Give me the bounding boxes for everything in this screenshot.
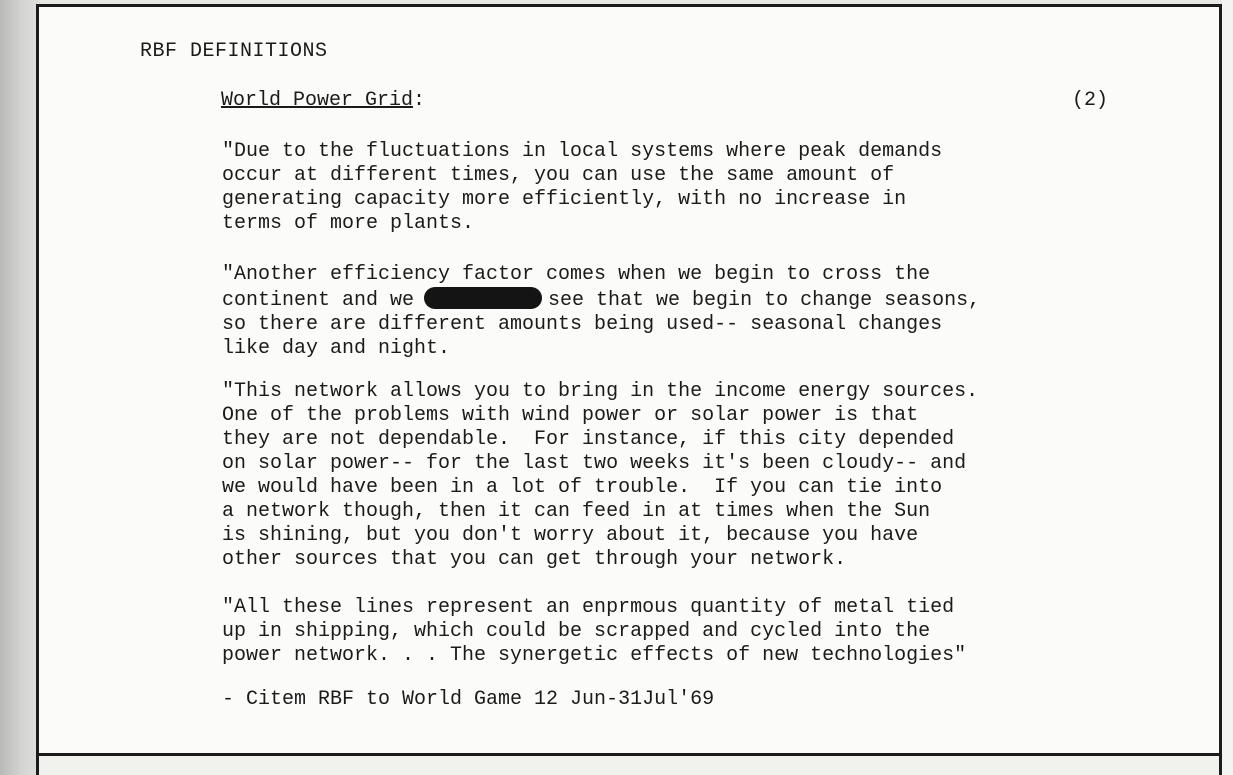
text-line: so there are different amounts being used-- seasonal changes — [222, 313, 943, 336]
scan-shadow — [0, 0, 40, 775]
section-title-text: World Power Grid — [221, 89, 414, 112]
text-line: a network though, then it can feed in at times when the Sun — [222, 500, 931, 523]
page-number: (2) — [1072, 89, 1109, 112]
text-line: power network. . . The synergetic effects of new technologies" — [222, 644, 967, 667]
scan-edge — [1222, 0, 1233, 775]
text-line: "This network allows you to bring in the income energy sources. — [222, 380, 979, 403]
text-line: One of the problems with wind power or solar power is that — [222, 404, 919, 427]
quote-paragraph-2 — [222, 263, 1122, 361]
text-line: see that we begin to change seasons, — [548, 289, 981, 312]
text-line: up in shipping, which could be scrapped and cycled into the — [222, 620, 931, 643]
text-line: "Another efficiency factor comes when we begin to cross the — [222, 263, 931, 286]
quote-paragraph-4 — [222, 596, 1122, 668]
text-line: on solar power-- for the last two weeks it's been cloudy-- and — [222, 452, 967, 475]
text-line: continent and we — [222, 289, 415, 312]
text-line: occur at different times, you can use the same amount of — [222, 164, 895, 187]
quote-paragraph-1 — [222, 140, 1122, 236]
section-title — [221, 89, 425, 112]
quote-paragraph-3 — [222, 380, 1122, 572]
document-heading: RBF DEFINITIONS — [140, 40, 328, 63]
text-line: is shining, but you don't worry about it, because you have — [222, 524, 919, 547]
text-line: "All these lines represent an enprmous quantity of metal tied — [222, 596, 955, 619]
redaction-mark — [424, 287, 542, 309]
text-line: terms of more plants. — [222, 212, 475, 235]
text-line: "Due to the fluctuations in local systems where peak demands — [222, 140, 943, 163]
next-card-edge — [36, 756, 1222, 775]
citation: - Citem RBF to World Game 12 Jun-31Jul'69 — [222, 688, 715, 711]
text-line: like day and night. — [222, 337, 451, 360]
text-line: other sources that you can get through your network. — [222, 548, 847, 571]
text-line: they are not dependable. For instance, if this city depended — [222, 428, 955, 451]
text-line: generating capacity more efficiently, with no increase in — [222, 188, 907, 211]
section-title-colon: : — [413, 89, 426, 112]
text-line: we would have been in a lot of trouble. If you can tie into — [222, 476, 943, 499]
